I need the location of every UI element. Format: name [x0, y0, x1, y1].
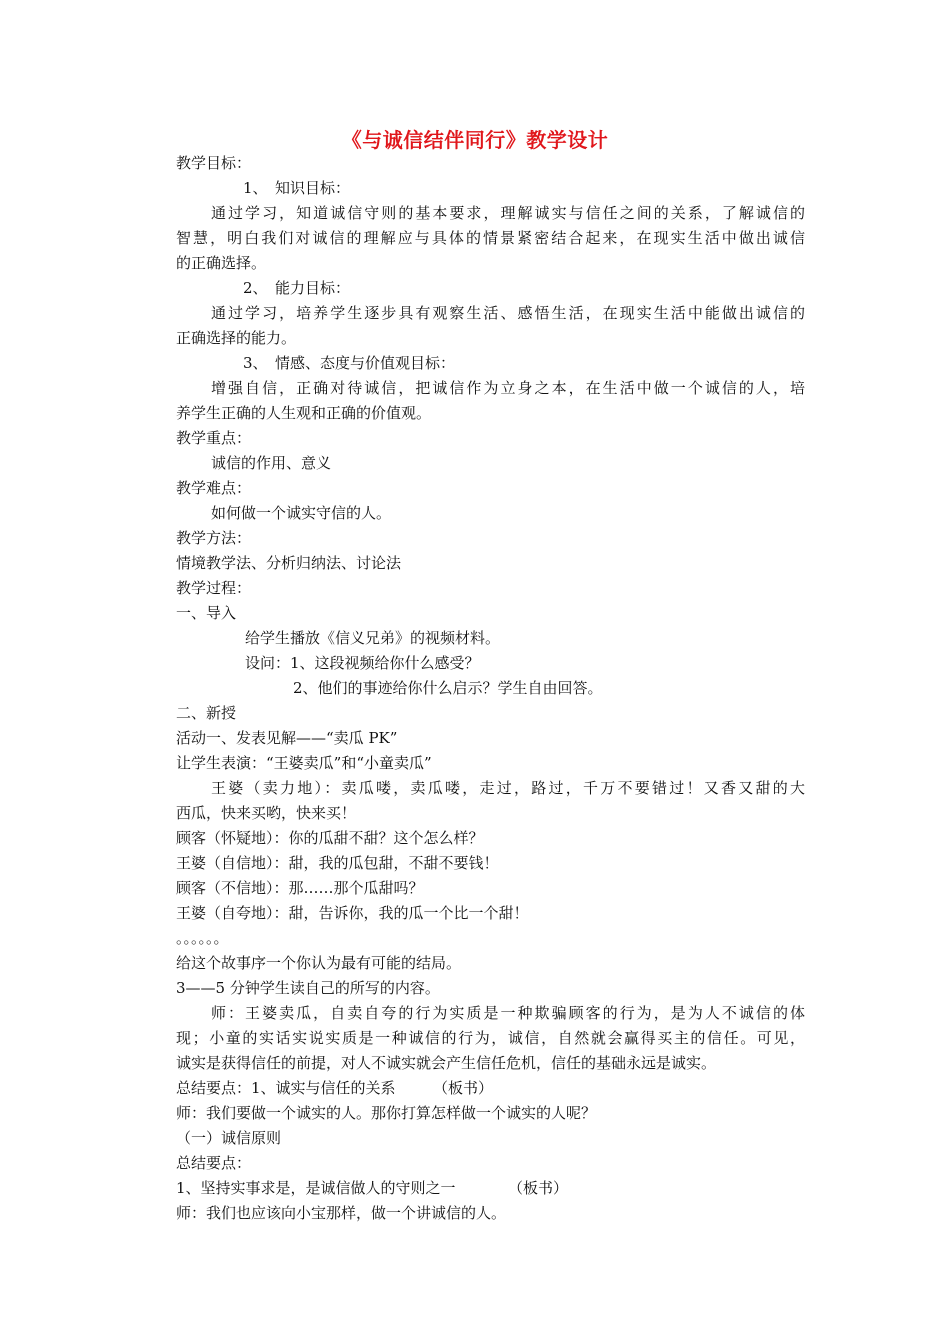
paragraph-line: 现；小童的实话实说实质是一种诚信的行为，诚信，自然就会赢得买主的信任。可见， [176, 1029, 805, 1047]
heading-difficulties: 教学难点： [176, 479, 252, 497]
paragraph-line: 的正确选择。 [176, 254, 267, 272]
heading-methods: 教学方法： [176, 529, 252, 547]
paragraph-line: 养学生正确的人生观和正确的价值观。 [176, 404, 432, 422]
heading-process: 教学过程： [176, 579, 252, 597]
ellipsis-line: 。。。。。。 [176, 929, 229, 947]
paragraph-line: 通过学习，知道诚信守则的基本要求，理解诚实与信任之间的关系，了解诚信的 [211, 204, 805, 222]
objective-2-heading: 2、 能力目标： [243, 279, 351, 297]
summary-line: 总结要点： [176, 1154, 252, 1172]
paragraph-line: 师：王婆卖瓜，自卖自夸的行为实质是一种欺骗顾客的行为，是为人不诚信的体 [211, 1004, 805, 1022]
paragraph-line: 诚实是获得信任的前提，对人不诚实就会产生信任危机，信任的基础永远是诚实。 [176, 1054, 717, 1072]
paragraph-line: 正确选择的能力。 [176, 329, 297, 347]
paragraph-line: 智慧，明白我们对诚信的理解应与具体的情景紧密结合起来，在现实生活中做出诚信 [176, 229, 805, 247]
paragraph-line: 设问：1、这段视频给你什么感受？ [245, 654, 480, 672]
summary-line: 1、坚持实事求是，是诚信做人的守则之一 （板书） [176, 1179, 569, 1197]
paragraph-line: 让学生表演：“王婆卖瓜”和“小童卖瓜” [176, 754, 432, 772]
paragraph-line: 如何做一个诚实守信的人。 [211, 504, 392, 522]
paragraph-line: 诚信的作用、意义 [211, 454, 332, 472]
summary-line: 总结要点：1、诚实与信任的关系 （板书） [176, 1079, 494, 1097]
heading-key-points: 教学重点： [176, 429, 252, 447]
paragraph-line: 情境教学法、分析归纳法、讨论法 [176, 554, 402, 572]
dialogue-line: 王婆（自信地）：甜，我的瓜包甜，不甜不要钱！ [176, 854, 499, 872]
dialogue-line: 王婆（卖力地）：卖瓜喽，卖瓜喽，走过，路过，千万不要错过！又香又甜的大 [211, 779, 805, 797]
heading-objectives: 教学目标： [176, 154, 252, 172]
paragraph-line: 给这个故事序一个你认为最有可能的结局。 [176, 954, 462, 972]
document-title: 《与诚信结伴同行》教学设计 [341, 128, 609, 152]
dialogue-line: 顾客（不信地）：那……那个瓜甜吗？ [176, 879, 424, 897]
paragraph-line: 2、他们的事迹给你什么启示？学生自由回答。 [293, 679, 603, 697]
dialogue-line: 王婆（自夸地）：甜，告诉你，我的瓜一个比一个甜！ [176, 904, 529, 922]
dialogue-line: 西瓜，快来买哟，快来买！ [176, 804, 357, 822]
objective-3-heading: 3、 情感、态度与价值观目标： [243, 354, 456, 372]
paragraph-line: 师：我们也应该向小宝那样，做一个讲诚信的人。 [176, 1204, 507, 1222]
objective-1-heading: 1、 知识目标： [243, 179, 351, 197]
paragraph-line: 增强自信，正确对待诚信，把诚信作为立身之本，在生活中做一个诚信的人，培 [211, 379, 805, 397]
subsection-heading: （一）诚信原则 [176, 1129, 282, 1147]
paragraph-line: 通过学习，培养学生逐步具有观察生活、感悟生活，在现实生活中能做出诚信的 [211, 304, 805, 322]
paragraph-line: 3——5 分钟学生读自己的所写的内容。 [176, 979, 440, 997]
section-heading-new: 二、新授 [176, 704, 237, 722]
section-heading-intro: 一、导入 [176, 604, 237, 622]
paragraph-line: 给学生播放《信义兄弟》的视频材料。 [245, 629, 501, 647]
paragraph-line: 活动一、发表见解——“卖瓜 PK” [176, 729, 398, 747]
dialogue-line: 顾客（怀疑地）：你的瓜甜不甜？这个怎么样？ [176, 829, 484, 847]
paragraph-line: 师：我们要做一个诚实的人。那你打算怎样做一个诚实的人呢？ [176, 1104, 597, 1122]
